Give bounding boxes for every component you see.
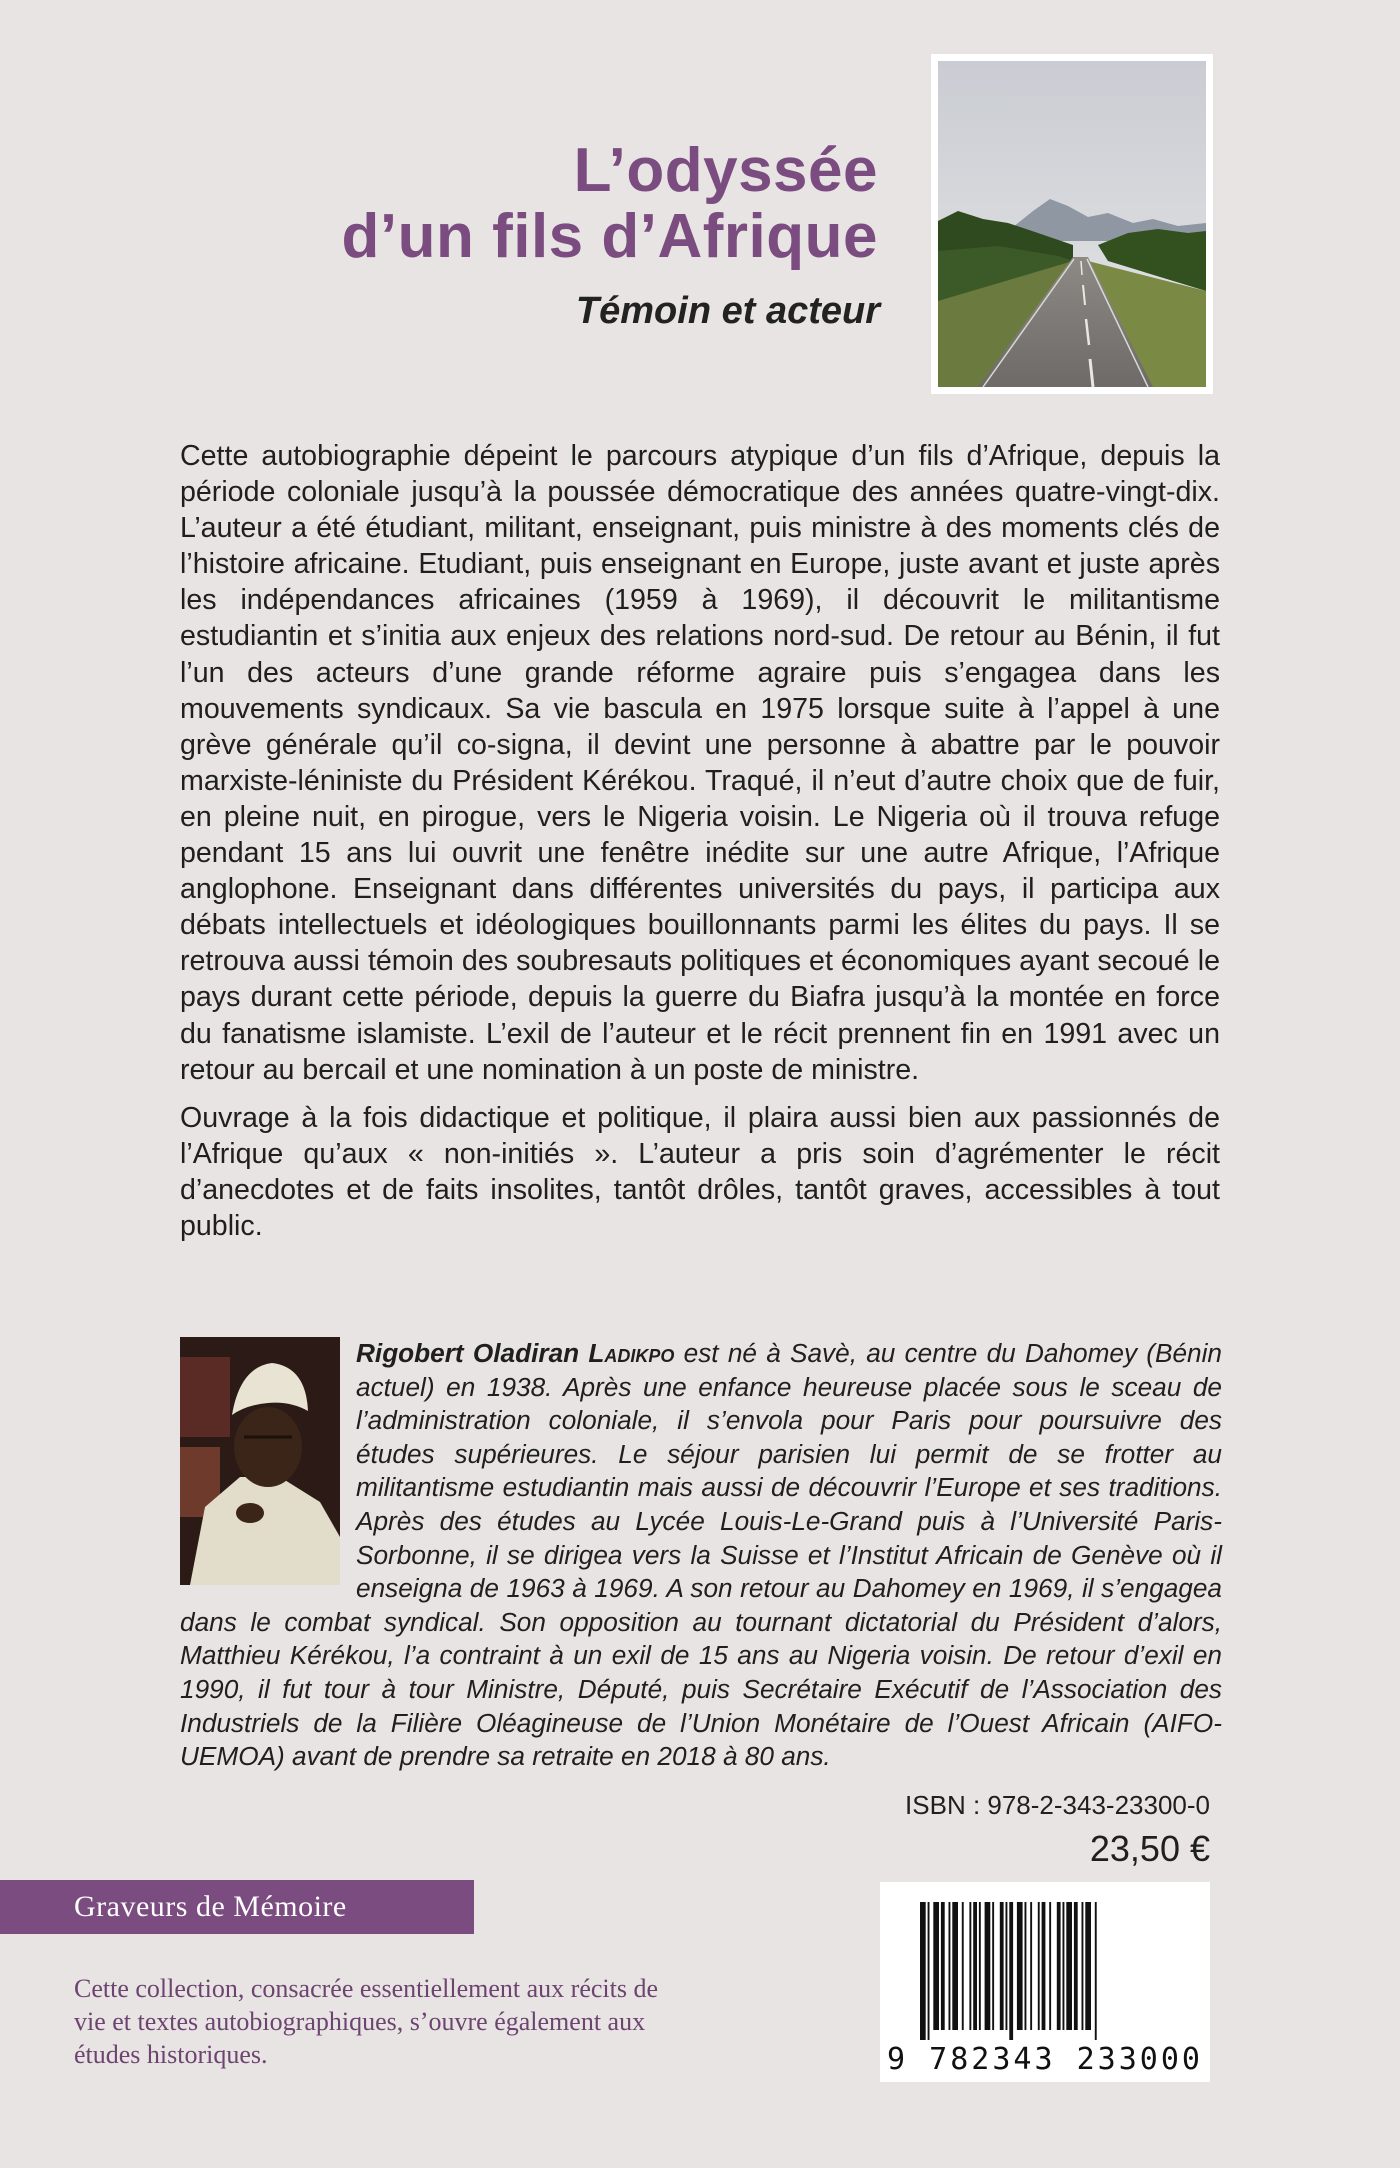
- barcode-bars: [880, 1882, 1210, 2042]
- barcode-bar: [1038, 1902, 1040, 2030]
- barcode-bar: [1017, 1902, 1023, 2030]
- barcode-bar: [969, 1902, 971, 2030]
- barcode-bar: [985, 1902, 991, 2030]
- barcode-bar: [1074, 1902, 1078, 2030]
- barcode-bar: [973, 1902, 977, 2030]
- book-title: [342, 138, 878, 270]
- title-line-2: d’un fils d’Afrique: [341, 202, 878, 271]
- collection-name-banner: Graveurs de Mémoire: [0, 1880, 474, 1934]
- summary-paragraph-1: Cette autobiographie dépeint le parcours atypique d’un fils d’Afrique, depuis la période coloniale jusqu’à la poussée démocratique des années quatre-vingt-dix. L’auteur a été étudiant, militant, enseignant, puis ministre à des moments clés de l’histoire africaine. Etudiant, puis enseignant en Europe, juste avant et juste après les indépendances africaines (1959 à 1969), il découvrit le militantisme estudiantin et s’initia aux enjeux des relations nord-sud. De retour au Bénin, il fut l’un des acteurs d’une grande réforme agraire puis s’engagea dans les mouvements syndicaux. Sa vie bascula en 1975 lorsque suite à l’appel à une grève générale qu’il co-signa, il devint une personne à abattre par le pouvoir marxiste-léniniste du Président Kérékou. Traqué, il n’eut d’autre choix que de fuir, en pleine nuit, en pirogue, vers le Nigeria voisin. Le Nigeria où il trouva refuge pendant 15 ans lui ouvrit une fenêtre inédite sur une autre Afrique, l’Afrique anglophone. Enseignant dans différentes universités du pays, il participa aux débats intellectuels et idéologiques bouillonnants parmi les élites du pays. Il se retrouva aussi témoin des soubresauts politiques et économiques ayant secoué le pays durant cette période, depuis la guerre du Biafra jusqu’à la montée en force du fanatisme islamiste. L’exil de l’auteur et le récit prennent fin en 1991 avec un retour au bercail et une nomination à un poste de ministre.: [180, 440, 1220, 1086]
- barcode-bar: [941, 1902, 945, 2030]
- isbn: ISBN : 978-2-343-23300-0: [905, 1790, 1210, 1820]
- title-line-1: L’odyssée: [573, 136, 878, 205]
- barcode-bar: [1042, 1902, 1046, 2030]
- road-landscape-image: [938, 61, 1206, 387]
- price: 23,50 €: [1089, 1828, 1210, 1869]
- barcode-bar: [920, 1902, 926, 2040]
- barcode-bar: [1000, 1902, 1004, 2030]
- barcode-bar: [1030, 1902, 1032, 2030]
- barcode-bar: [933, 1902, 939, 2030]
- barcode-bar: [1025, 1902, 1027, 2030]
- summary-paragraph-2: Ouvrage à la fois didactique et politique, il plaira aussi bien aux passionnés de l’Afrique qu’aux « non-initiés ». L’auteur a pris soin d’agrémenter le récit d’anecdotes et de faits insolites, tantôt drôles, tantôt graves, accessibles à tout public.: [180, 1101, 1220, 1242]
- author-portrait-image: [180, 1337, 340, 1585]
- barcode-digits: 9 782343 233000: [887, 2042, 1203, 2077]
- author-bio-text: est né à Savè, au centre du Dahomey (Bénin actuel) en 1938. Après une enfance heureuse placée sous le sceau de l’administration coloniale, il s’envola pour Paris pour poursuivre des études supérieures. Le séjour parisien lui permit de se frotter au militantisme estudiantin mais aussi de découvrir l’Europe et ses traditions. Après des études au Lycée Louis-Le-Grand puis à l’Université Paris-Sorbonne, il se dirigea vers la Suisse et l’Institut Africain de Genève où il enseigna de 1963 à 1969. A son retour au Dahomey en 1969, il s’engagea dans le combat syndical. Son opposition au tournant dictatorial du Président d’alors, Matthieu Kérékou, l’a contraint à un exil de 15 ans au Nigeria voisin. De retour d’exil en 1990, il fut tour à tour Ministre, Député, puis Secrétaire Exécutif de l’Association des Industriels de la Filière Oléagineuse de l’Union Monétaire de l’Ouest Africain (AIFO-UEMOA) avant de prendre sa retraite en 2018 à 80 ans.: [180, 1338, 1222, 1772]
- cover-photo: [931, 54, 1213, 394]
- barcode-bar: [962, 1902, 964, 2030]
- barcode-bar: [979, 1902, 981, 2030]
- author-surname: Ladikpo: [588, 1338, 675, 1368]
- barcode-bar: [1009, 1902, 1013, 2040]
- author-first-names: Rigobert Oladiran: [356, 1338, 580, 1368]
- barcode-bar: [1057, 1902, 1061, 2030]
- barcode-bar: [1063, 1902, 1065, 2030]
- barcode: [880, 1882, 1210, 2082]
- barcode-bar: [1082, 1902, 1084, 2030]
- book-summary: [180, 438, 1220, 1256]
- barcode-bar: [1066, 1902, 1072, 2030]
- book-subtitle: Témoin et acteur: [575, 290, 880, 332]
- barcode-bar: [1085, 1902, 1091, 2030]
- barcode-bar: [1049, 1902, 1051, 2030]
- barcode-bar: [1006, 1902, 1008, 2030]
- barcode-bar: [952, 1902, 958, 2030]
- barcode-bar: [992, 1902, 994, 2030]
- barcode-bar: [949, 1902, 951, 2030]
- barcode-bar: [928, 1902, 930, 2040]
- author-photo: [180, 1337, 340, 1585]
- author-biography: [180, 1337, 1222, 1774]
- barcode-bar: [1095, 1902, 1097, 2040]
- collection-description: Cette collection, consacrée essentiellement aux récits de vie et textes autobiographiques, s’ouvre également aux études historiques.: [74, 1974, 659, 2069]
